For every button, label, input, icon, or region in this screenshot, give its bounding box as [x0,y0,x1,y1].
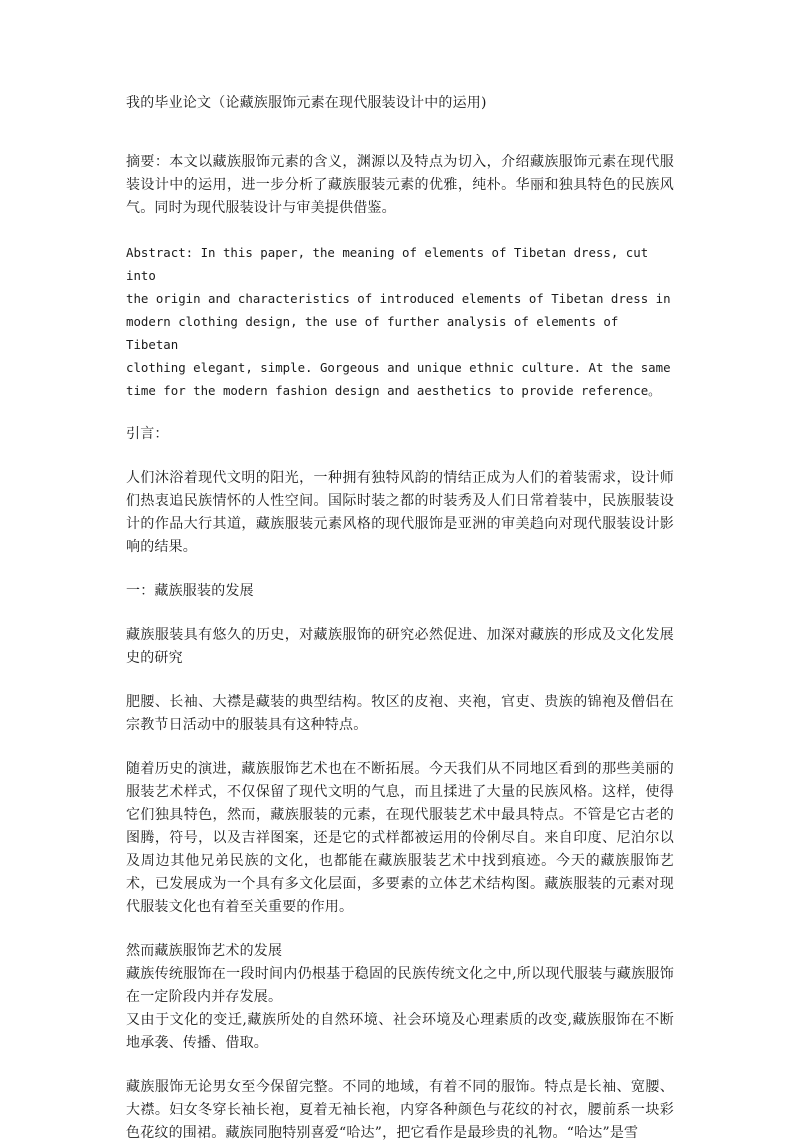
intro-heading: 引言： [126,426,169,442]
body-paragraph: 随着历史的演进，藏族服饰艺术也在不断拓展。今天我们从不同地区看到的那些美丽的服装艺术样式，不仅保留了现代文明的气息，而且揉进了大量的民族风格。这样，使得它们独具特色，然而，藏族服装的元素，在现代服装艺术中最具特点。不管是它古老的图腾，符号，以及吉祥图案，还是它的式样都被运用的伶俐尽自。来自印度、尼泊尔以及周边其他兄弟民族的文化，也都能在藏族服装艺术中找到痕迹。今天的藏族服饰艺术，已发展成为一个具有多文化层面，多要素的立体艺术结构图。藏族服装的元素对现代服装文化也有着至关重要的作用。 [126,761,674,915]
document-title: 我的毕业论文（论藏族服饰元素在现代服装设计中的运用) [126,95,487,111]
subsection-heading: 然而藏族服饰艺术的发展 [126,943,283,959]
section-heading: 一：藏族服装的发展 [126,583,254,599]
intro-paragraph: 人们沐浴着现代文明的阳光，一种拥有独特风韵的情结正成为人们的着装需求，设计师们热衷追民族情怀的人性空间。国际时装之都的时装秀及人们日常着装中，民族服装设计的作品大行其道，藏族服装元素风格的现代服饰是亚洲的审美趋向对现代服装设计影响的结果。 [126,470,674,555]
abstract-paragraph: Abstract: In this paper, the meaning of elements of Tibetan dress, cut into the origin and characteristics of introduced elements of Tibetan dress in modern clothing design, the use of further analysis of elements of Tibetan clothing elegant, simple. Gorgeous and unique ethnic culture. At the same time for the modern fashion design and aesthetics to provide reference。 [126,245,671,398]
body-paragraph: 藏族服饰无论男女至今保留完整。不同的地域，有着不同的服饰。特点是长袖、宽腰、大襟。妇女冬穿长袖长袍，夏着无袖长袍，内穿各种颜色与花纹的衬衣，腰前系一块彩色花纹的围裙。藏族同胞特别喜爱“哈达”，把它看作是最珍贵的礼物。“哈达”是雪 [126,1079,674,1141]
summary-paragraph: 摘要：本文以藏族服饰元素的含义，渊源以及特点为切入，介绍藏族服饰元素在现代服装设计中的运用，进一步分析了藏族服装元素的优雅，纯朴。华丽和独具特色的民族风气。同时为现代服装设计与审美提供借鉴。 [126,154,674,216]
document-page [126,92,674,1145]
body-paragraph: 藏族服装具有悠久的历史，对藏族服饰的研究必然促进、加深对藏族的形成及文化发展史的研究 [126,627,674,666]
body-paragraph: 藏族传统服饰在一段时间内仍根基于稳固的民族传统文化之中,所以现代服装与藏族服饰在一定阶段内并存发展。 [126,966,674,1005]
body-paragraph: 又由于文化的变迁,藏族所处的自然环境、社会环境及心理素质的改变,藏族服饰在不断地承袭、传播、借取。 [126,1012,674,1051]
body-paragraph: 肥腰、长袖、大襟是藏装的典型结构。牧区的皮袍、夹袍，官吏、贵族的锦袍及僧侣在宗教节日活动中的服装具有这种特点。 [126,694,674,733]
